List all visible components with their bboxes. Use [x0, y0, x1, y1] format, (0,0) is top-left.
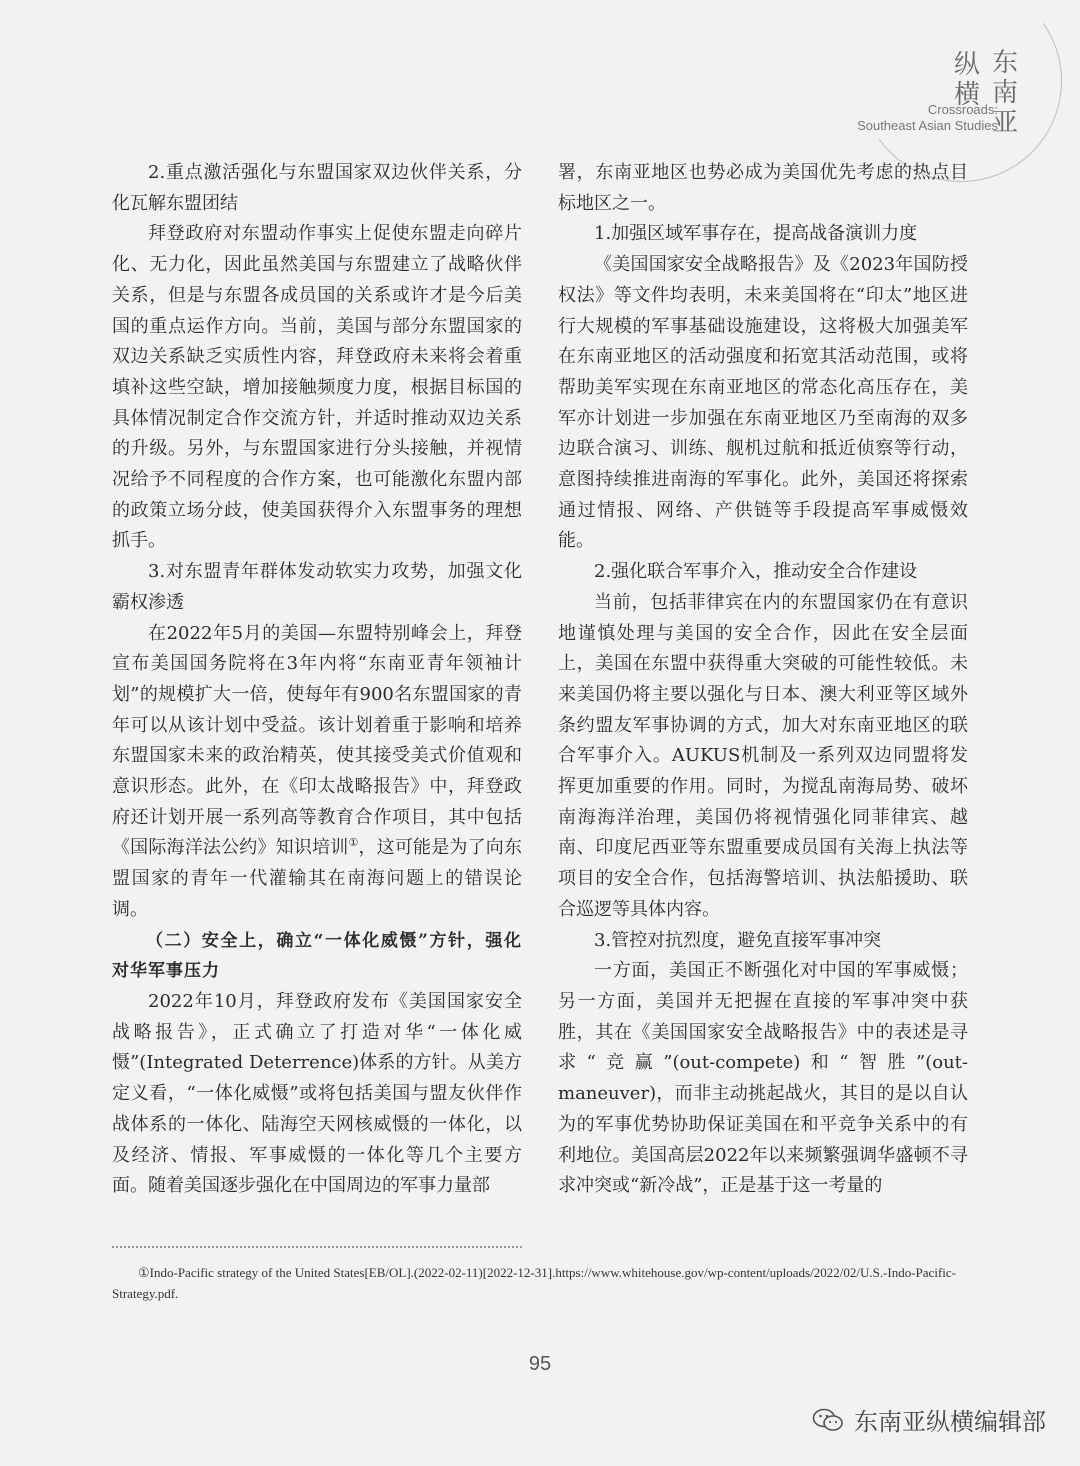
header-char-ya: 亚 [992, 108, 1019, 138]
brand-name: 东南亚纵横编辑部 [854, 1408, 1046, 1436]
paragraph: 拜登政府对东盟动作事实上促使东盟走向碎片化、无力化，因此虽然美国与东盟建立了战略伙伴关系，但是与东盟各成员国的关系或许才是今后美国的重点运作方向。当前，美国与部分东盟国家的双边关系缺乏实质性内容，拜登政府未来将会着重填补这些空缺，增加接触频度力度，根据目标国的具体情况制定合作交流方针，并适时推动双边关系的升级。另外，与东盟国家进行分头接触，并视情况给予不同程度的合作方案，也可能激化东盟内部的政策立场分歧，使美国获得介入东盟事务的理想抓手。 [112, 223, 522, 552]
subheading-2: 2.强化联合军事介入，推动安全合作建设 [594, 561, 918, 583]
wechat-icon [812, 1407, 844, 1433]
header-char-heng: 横 [954, 80, 981, 110]
paragraph [112, 619, 522, 926]
paragraph-text: ，这可能是为了向东盟国家的青年一代灌输其在南海问题上的错误论调。 [112, 837, 522, 920]
header-english-line2: Southeast Asian Studies [857, 118, 998, 133]
footnote-ref[interactable]: ① [348, 836, 359, 850]
subheading-2: 2.重点激活强化与东盟国家双边伙伴关系，分化瓦解东盟团结 [112, 162, 522, 214]
paragraph: 《美国国家安全战略报告》及《2023年国防授权法》等文件均表明，未来美国将在“印太”地区进行大规模的军事基础设施建设，这将极大加强美军在东南亚地区的活动强度和拓宽其活动范围，或将帮助美军实现在东南亚地区的常态化高压存在，美军亦计划进一步加强在东南亚地区乃至南海的双多边联合演习、训练、舰机过航和抵近侦察等行动，意图持续推进南海的军事化。此外，美国还将探索通过情报、网络、产供链等手段提高军事威慑效能。 [558, 254, 968, 552]
paragraph: 当前，包括菲律宾在内的东盟国家仍在有意识地谨慎处理与美国的安全合作，因此在安全层面上，美国在东盟中获得重大突破的可能性较低。未来美国仍将主要以强化与日本、澳大利亚等区域外条约盟友军事协调的方式，加大对东南亚地区的联合军事介入。AUKUS机制及一系列双边同盟将发挥更加重要的作用。同时，为搅乱南海局势、破坏南海海洋治理，美国仍将视情强化同菲律宾、越南、印度尼西亚等东盟重要成员国有关海上执法等项目的安全合作，包括海警培训、执法船援助、联合巡逻等具体内容。 [558, 591, 968, 920]
journal-header [820, 40, 1040, 160]
wechat-watermark [812, 1402, 1046, 1437]
page-number: 95 [528, 1353, 552, 1375]
paragraph: 2022年10月，拜登政府发布《美国国家安全战略报告》，正式确立了打造对华“一体化威慑”(Integrated Deterrence)体系的方针。从美方定义看，“一体化威慑”或将包括美国与盟友伙伴作战体系的一体化、陆海空天网核威慑的一体化，以及经济、情报、军事威慑的一体化等几个主要方面。随着美国逐步强化在中国周边的军事力量部 [112, 990, 522, 1197]
paragraph: 一方面，美国正不断强化对中国的军事威慑；另一方面，美国并无把握在直接的军事冲突中获胜，其在《美国国家安全战略报告》中的表述是寻求“竞赢”(out-compete)和“智胜”(out-maneuver)，而非主动挑起战火，其目的是以自认为的军事优势协助保证美国在和平竞争关系中的有利地位。美国高层2022年以来频繁强调华盛顿不寻求冲突或“新冷战”，正是基于这一考量的 [558, 960, 968, 1197]
subheading-3: 3.管控对抗烈度，避免直接军事冲突 [594, 929, 882, 951]
header-char-dong: 东 [992, 48, 1019, 78]
subheading-3: 3.对东盟青年群体发动软实力攻势，加强文化霸权渗透 [112, 561, 522, 613]
header-char-zong: 纵 [954, 50, 981, 80]
footnote-divider [112, 1246, 522, 1252]
right-column [558, 158, 968, 1202]
section-heading: （二）安全上，确立“一体化威慑”方针，强化对华军事压力 [112, 930, 522, 982]
header-english-line1: Crossroads: [927, 102, 998, 117]
paragraph-continuation: 署，东南亚地区也势必成为美国优先考虑的热点目标地区之一。 [558, 162, 968, 214]
left-column [112, 158, 522, 1202]
header-char-nan: 南 [992, 78, 1019, 108]
paragraph-text: 在2022年5月的美国—东盟特别峰会上，拜登宣布美国国务院将在3年内将“东南亚青年领袖计划”的规模扩大一倍，使每年有900名东盟国家的青年可以从该计划中受益。该计划着重于影响和培养东盟国家未来的政治精英，使其接受美式价值观和意识形态。此外，在《印太战略报告》中，拜登政府还计划开展一系列高等教育合作项目，其中包括《国际海洋法公约》知识培训 [112, 622, 522, 859]
footnote: ①Indo-Pacific strategy of the United States[EB/OL].(2022-02-11)[2022-12-31].https://www.whitehouse.gov/wp-content/uploads/2022/02/U.S.-Indo-Pacific-Strategy.pdf. [112, 1265, 956, 1301]
subheading-1: 1.加强区域军事存在，提高战备演训力度 [594, 223, 918, 245]
